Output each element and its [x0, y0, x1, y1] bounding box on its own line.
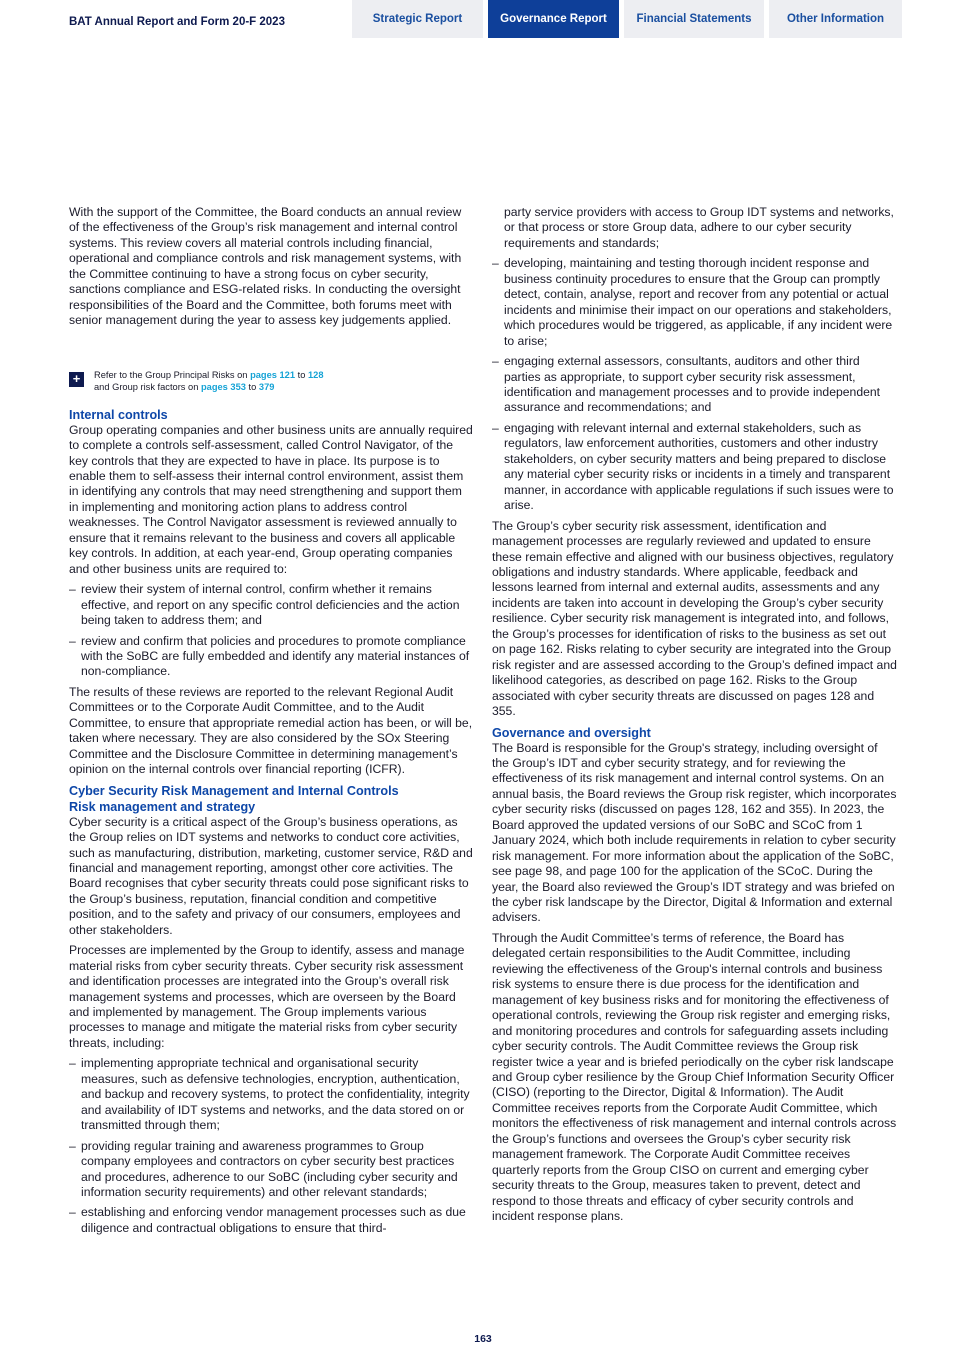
tab-strategic-report[interactable]: Strategic Report [352, 0, 483, 38]
list-item: – engaging external assessors, consultants, auditors and other third parties as appropriate, to support cyber security risk assessment, identification and management processes and to provide independent assurance and recommendations; and [492, 354, 897, 416]
internal-controls-list [69, 582, 474, 680]
ref-line1-text: Refer to the Group Principal Risks on [94, 369, 248, 380]
tab-other-information[interactable]: Other Information [769, 0, 902, 38]
list-item: – implementing appropriate technical and organisational security measures, such as defensive technologies, encryption, authentication, and backup and recovery systems, to protect the confidentiality, integrity and availability of IDT systems and networks, and the data stored on or transmitted through them; [69, 1056, 474, 1133]
ref-line2-text: and Group risk factors on [94, 381, 199, 392]
list-item: – review and confirm that policies and procedures to promote compliance with the SoBC are fully embedded and identify any material instances of non-compliance. [69, 634, 474, 680]
list-item: – developing, maintaining and testing thorough incident response and business continuity procedures to ensure that the Group can promptly detect, contain, analyse, report and recover from any potential or actual incidents and minimise their impact on our operations and stakeholders, which procedures would be triggered, as applicable, if any incident were to arise; [492, 256, 897, 349]
ref-line2-to: to [248, 381, 257, 392]
list-item: – providing regular training and awareness programmes to Group company employees and contractors on cyber security best practices and procedures, adherence to our SoBC (including cyber security and information security requirements) and other relevant standards; [69, 1139, 474, 1201]
governance-paragraph-1: The Board is responsible for the Group's strategy, including oversight of the Group’s IDT and cyber security strategy, and for reviewing the effectiveness of its risk management and internal control systems. On an annual basis, the Board reviews the Group risk register, which incorporates cyber security risks (discussed on pages 128, 162 and 355). In 2023, the Board approved the updated versions of our SoBC and SCoC from 1 January 2024, which both include requirements in relation to cyber security risk management. For more information about the application of the SoBC, see page 98, and page 100 for the application of the SCoC. During the year, the Board also reviewed the Group’s IDT strategy and was briefed on the cyber risk landscape by the Director, Digital & Information and external advisers. [492, 740, 897, 925]
reference-note [69, 369, 474, 393]
right-column [492, 205, 897, 1230]
governance-oversight-heading: Governance and oversight [492, 725, 651, 740]
tab-financial-statements[interactable]: Financial Statements [624, 0, 764, 38]
intro-paragraph: With the support of the Committee, the Board conducts an annual review of the effectiveness of the Group’s risk management and internal control systems. This review covers all material controls including financial, operational and compliance controls and risk management systems, with the Committee continuing to have a strong focus on cyber security, sanctions compliance and ESG-related risks. In conducting the oversight responsibilities of the Board and the Committee, both forums meet with senior management during the year to assess key judgements applied. [69, 205, 462, 328]
list-item: – establishing and enforcing vendor management processes such as due diligence and contractual obligations to ensure that third- [69, 1205, 474, 1236]
link-page-379[interactable]: 379 [258, 381, 275, 392]
internal-controls-paragraph-1: Group operating companies and other business units are annually required to complete a controls self-assessment, called Control Navigator, of the key controls that they are expected to have in place. Its purpose is to enable them to self-assess their internal control environment, assist them in identifying any controls that may need strengthening and support them in implementing and monitoring action plans to address control weaknesses. The Control Navigator assessment is reviewed annually to ensure that it remains relevant to the business and covers all applicable key controls. In addition, at each year-end, Group operating companies and other business units are required to: [69, 422, 473, 576]
internal-controls-paragraph-2: The results of these reviews are reported to the relevant Regional Audit Committees or to the Corporate Audit Committee, and to the Audit Committee, to ensure that appropriate remedial action has been, or will be, taken where necessary. They are also considered by the SOx Steering Committee and the Disclosure Committee in determining management’s opinion on the internal controls over financial reporting (ICFR). [69, 684, 473, 777]
link-pages-121[interactable]: pages 121 [250, 369, 296, 380]
cyber-processes-list [69, 1056, 474, 1236]
link-pages-353[interactable]: pages 353 [200, 381, 246, 392]
link-page-128[interactable]: 128 [307, 369, 324, 380]
internal-controls-heading: Internal controls [69, 407, 168, 422]
page-number: 163 [474, 1333, 492, 1345]
cyber-paragraph-2: Processes are implemented by the Group to identify, assess and manage material risks from cyber security threats. Cyber security risk assessment and identification processes are integrated into the Group’s overall risk management systems and processes, which are overseen by the Board and implemented by management. The Group implements various processes to manage and mitigate the material risks from cyber security threats, including: [69, 943, 465, 1050]
cyber-security-heading: Cyber Security Risk Management and Internal Controls [69, 783, 399, 798]
list-continuation: party service providers with access to Group IDT systems and networks, or that process or store Group data, adhere to our cyber security requirements and standards; [504, 205, 894, 250]
cyber-paragraph-1: Cyber security is a critical aspect of the Group’s business operations, as the Group relies on IDT systems and networks to conduct core activities, such as manufacturing, distribution, marketing, customer service, R&D and financial and management reporting, amongst other core activities. The Board recognises that cyber security threats could pose significant risks to the Group’s business, reputation, financial condition and competitive position, and to the safety and privacy of our consumers, employees and other stakeholders. [69, 814, 473, 937]
risk-management-strategy-heading: Risk management and strategy [69, 799, 256, 814]
tab-governance-report[interactable]: Governance Report [488, 0, 619, 38]
cyber-processes-list-continued [492, 256, 897, 513]
report-title: BAT Annual Report and Form 20-F 2023 [69, 16, 285, 28]
list-item: – engaging with relevant internal and external stakeholders, such as regulators, law enforcement authorities, customers and other industry stakeholders, on cyber security matters and being prepared to disclose any material cyber security risks or incidents in a timely and transparent manner, in accordance with applicable regulations if such issues were to arise. [492, 421, 897, 514]
governance-paragraph-2: Through the Audit Committee’s terms of reference, the Board has delegated certain responsibilities to the Audit Committee, including reviewing the effectiveness of the Group's internal controls and business risk systems to ensure there is due process for the identification and management of key business risks and for monitoring the effectiveness of operational controls, reviewing the Group risk register and emerging risks, and monitoring procedures and controls for safeguarding assets including cyber security controls. The Audit Committee reviews the Group risk register twice a year and is briefed periodically on the cyber risk landscape and Group cyber resilience by the Group Chief Information Security Officer (CISO) (reporting to the Director, Digital & Information). The Audit Committee receives reports from the Corporate Audit Committee, which monitors the effectiveness of risk management and internal controls across the Group’s functions and oversees the Group’s cyber security risk management framework. The Corporate Audit Committee receives quarterly reports from the Group CISO on current and emerging cyber security threats to the Group, measures taken to prevent, detect and respond to those threats and efficacy of cyber security controls and incident response plans. [492, 930, 897, 1224]
list-item: – review their system of internal control, confirm whether it remains effective, and report on any specific control deficiencies and the action being taken to address them; and [69, 582, 474, 628]
plus-icon: + [69, 372, 84, 387]
ref-line1-to: to [297, 369, 306, 380]
cyber-review-paragraph: The Group’s cyber security risk assessment, identification and management processes are regularly reviewed and updated to ensure these remain effective and aligned with our business objectives, regulatory obligations and industry standards. Where applicable, feedback and lessons learned from internal and external audits, assessments and any incidents are taken into account in developing the Group’s cyber security resilience. Cyber security risk management is integrated into, and follows, the Group’s processes for identification of risks to the business as set out on page 162. Risks relating to cyber security are integrated into the Group risk register and are assessed according to the Group’s defined impact and likelihood categories, as described on page 162. Risks to the Group associated with cyber security threats are discussed on pages 128 and 355. [492, 518, 897, 719]
section-nav [352, 0, 907, 38]
left-column [69, 205, 474, 1241]
